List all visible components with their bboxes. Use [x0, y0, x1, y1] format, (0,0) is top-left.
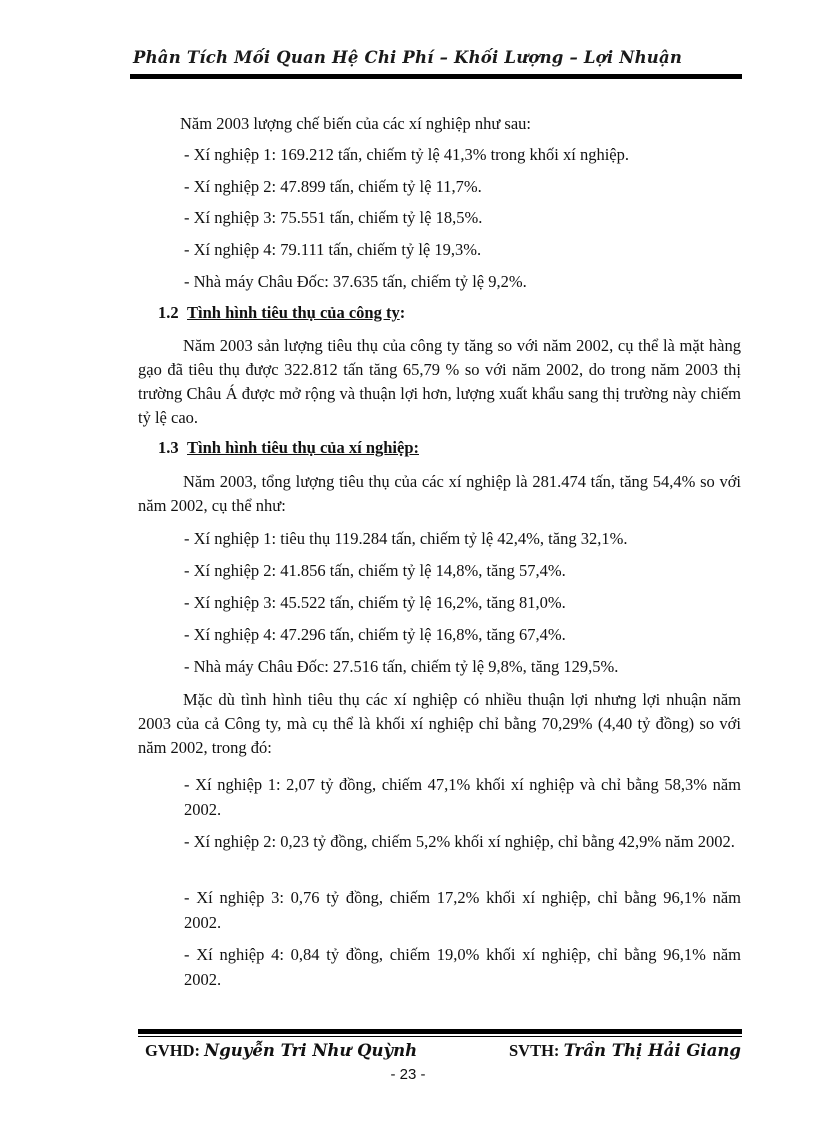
list-item: - Xí nghiệp 1: 2,07 tỷ đồng, chiếm 47,1% khối xí nghiệp và chỉ bằng 58,3% năm 2002.: [184, 775, 741, 819]
list-item: - Xí nghiệp 2: 0,23 tỷ đồng, chiếm 5,2% khối xí nghiệp, chỉ bằng 42,9% năm 2002.: [184, 832, 735, 851]
advisor-name: Nguyễn Tri Như Quỳnh: [204, 1041, 418, 1060]
section-heading-1-3: [158, 438, 419, 458]
list-item: - Xí nghiệp 4: 47.296 tấn, chiếm tỷ lệ 16,8%, tăng 67,4%.: [184, 625, 566, 644]
footer-rule-thin: [138, 1036, 742, 1037]
list-item: - Xí nghiệp 3: 75.551 tấn, chiếm tỷ lệ 18,5%.: [184, 208, 483, 227]
list-item: - Nhà máy Châu Đốc: 27.516 tấn, chiếm tỷ lệ 9,8%, tăng 129,5%.: [184, 657, 619, 676]
paragraph: Năm 2003, tổng lượng tiêu thụ của các xí nghiệp là 281.474 tấn, tăng 54,4% so với năm 2002, cụ thể như:: [138, 472, 741, 515]
section-heading-1-2: [158, 303, 405, 323]
footer-rule-thick: [138, 1029, 742, 1034]
advisor-label: GVHD:: [145, 1041, 200, 1060]
paragraph: Mặc dù tình hình tiêu thụ các xí nghiệp có nhiều thuận lợi nhưng lợi nhuận năm 2003 của cả Công ty, mà cụ thể là khối xí nghiệp chỉ bằng 70,29% (4,40 tỷ đồng) so với năm 2002, trong đó:: [138, 690, 741, 757]
page-number: - 23 -: [390, 1066, 426, 1083]
list-item: - Xí nghiệp 1: tiêu thụ 119.284 tấn, chiếm tỷ lệ 42,4%, tăng 32,1%.: [184, 529, 628, 548]
list-item: - Xí nghiệp 2: 47.899 tấn, chiếm tỷ lệ 11,7%.: [184, 177, 482, 196]
list-item: - Nhà máy Châu Đốc: 37.635 tấn, chiếm tỷ lệ 9,2%.: [184, 272, 527, 291]
list-item: - Xí nghiệp 3: 45.522 tấn, chiếm tỷ lệ 16,2%, tăng 81,0%.: [184, 593, 566, 612]
student-label: SVTH:: [509, 1041, 560, 1060]
list-item: - Xí nghiệp 1: 169.212 tấn, chiếm tỷ lệ 41,3% trong khối xí nghiệp.: [184, 145, 629, 164]
header-rule: [130, 74, 742, 79]
section-title: Tình hình tiêu thụ của công ty: [187, 303, 400, 322]
paragraph: Năm 2003 sản lượng tiêu thụ của công ty tăng so với năm 2002, cụ thể là mặt hàng gạo đã tiêu thụ được 322.812 tấn tăng 65,79 % so với năm 2002, do trong năm 2003 thị trường Châu Á được mở rộng và thuận lợi hơn, lượng xuất khẩu sang thị trường này chiếm tỷ lệ cao.: [138, 336, 741, 427]
list-item: - Xí nghiệp 3: 0,76 tỷ đồng, chiếm 17,2% khối xí nghiệp, chỉ bằng 96,1% năm 2002.: [184, 888, 741, 932]
section-colon: :: [399, 303, 406, 322]
student-name: Trần Thị Hải Giang: [563, 1041, 741, 1060]
section-title: Tình hình tiêu thụ của xí nghiệp:: [187, 438, 419, 457]
production-intro: Năm 2003 lượng chế biến của các xí nghiệp như sau:: [180, 114, 532, 133]
footer-student: [509, 1041, 741, 1061]
section-number: 1.3: [158, 438, 179, 457]
footer-advisor: [145, 1041, 417, 1061]
list-item: - Xí nghiệp 4: 79.111 tấn, chiếm tỷ lệ 19,3%.: [184, 240, 482, 259]
header-title: Phân Tích Mối Quan Hệ Chi Phí – Khối Lượng – Lợi Nhuận: [133, 48, 683, 67]
list-item: - Xí nghiệp 2: 41.856 tấn, chiếm tỷ lệ 14,8%, tăng 57,4%.: [184, 561, 566, 580]
section-number: 1.2: [158, 303, 179, 322]
list-item: - Xí nghiệp 4: 0,84 tỷ đồng, chiếm 19,0% khối xí nghiệp, chỉ bằng 96,1% năm 2002.: [184, 945, 741, 989]
